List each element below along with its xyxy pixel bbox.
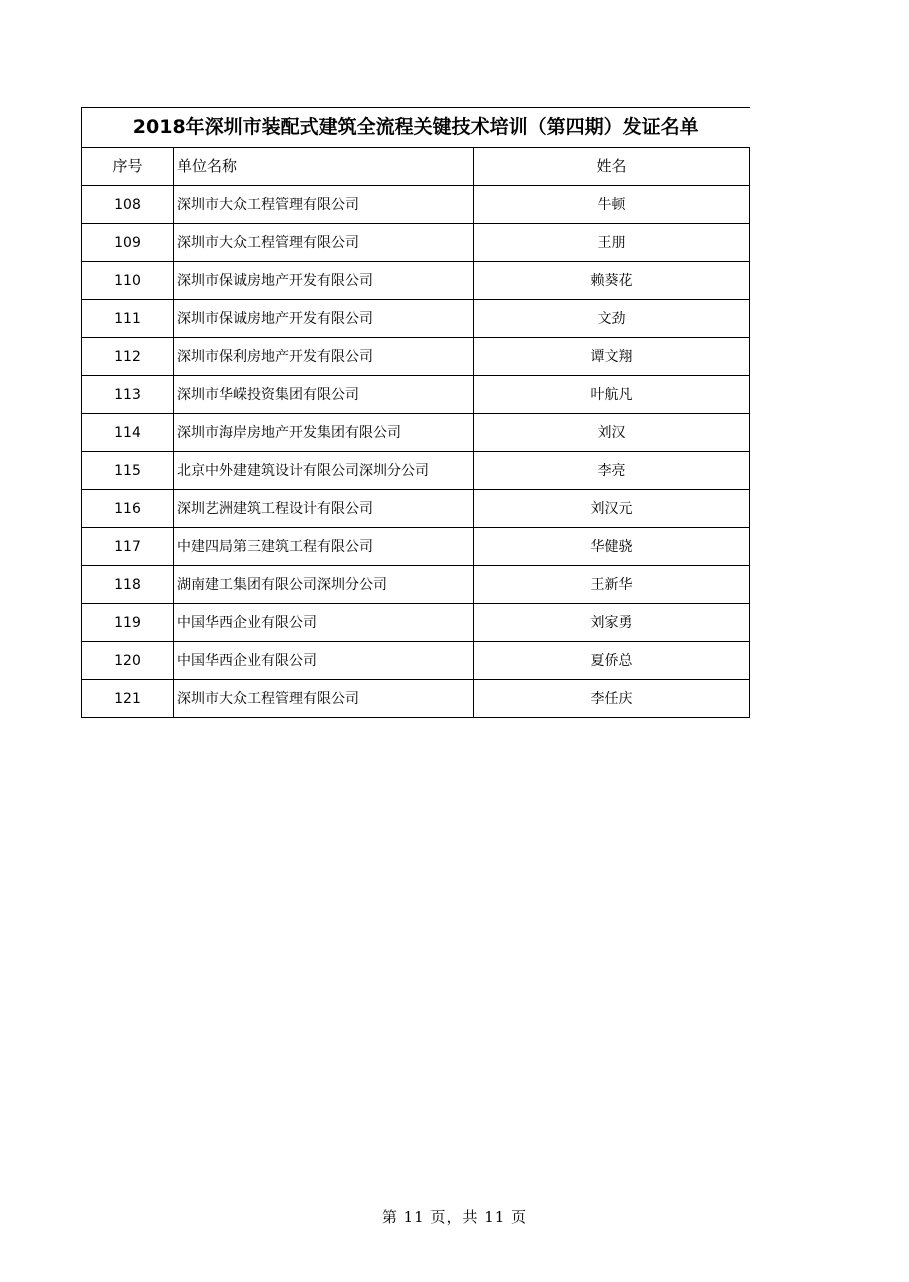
row-name: 刘汉 [474,414,750,452]
row-unit: 深圳市保利房地产开发有限公司 [174,338,474,376]
page-number-text: 第 11 页，共 11 页 [381,1208,528,1226]
row-num: 108 [82,186,174,224]
row-name: 刘家勇 [474,604,750,642]
header-unit: 单位名称 [174,148,474,186]
table-row [82,490,750,528]
row-num: 113 [82,376,174,414]
row-name: 叶航凡 [474,376,750,414]
row-name: 华健骁 [474,528,750,566]
row-name: 牛顿 [474,186,750,224]
table-row [82,452,750,490]
table-row [82,642,750,680]
table-row [82,262,750,300]
table-row [82,338,750,376]
row-num: 112 [82,338,174,376]
header-row [82,148,750,186]
table-row [82,224,750,262]
row-unit: 中建四局第三建筑工程有限公司 [174,528,474,566]
row-unit: 中国华西企业有限公司 [174,604,474,642]
document-title: 2018年深圳市装配式建筑全流程关键技术培训（第四期）发证名单 [82,108,750,148]
row-name: 谭文翔 [474,338,750,376]
row-unit: 深圳艺洲建筑工程设计有限公司 [174,490,474,528]
table-row [82,680,750,718]
table-row [82,566,750,604]
header-num: 序号 [82,148,174,186]
table-row [82,186,750,224]
row-unit: 深圳市保诚房地产开发有限公司 [174,262,474,300]
row-unit: 深圳市大众工程管理有限公司 [174,186,474,224]
certificate-roster-table [81,107,750,718]
row-name: 夏侨总 [474,642,750,680]
row-unit: 中国华西企业有限公司 [174,642,474,680]
row-unit: 湖南建工集团有限公司深圳分公司 [174,566,474,604]
table-row [82,300,750,338]
row-name: 赖葵花 [474,262,750,300]
row-name: 李亮 [474,452,750,490]
page-footer [0,1206,909,1227]
row-num: 121 [82,680,174,718]
row-name: 王朋 [474,224,750,262]
row-unit: 深圳市保诚房地产开发有限公司 [174,300,474,338]
row-name: 刘汉元 [474,490,750,528]
row-num: 114 [82,414,174,452]
table-row [82,528,750,566]
row-name: 文劲 [474,300,750,338]
table-row [82,604,750,642]
row-num: 116 [82,490,174,528]
row-num: 118 [82,566,174,604]
row-unit: 深圳市海岸房地产开发集团有限公司 [174,414,474,452]
header-name: 姓名 [474,148,750,186]
table-row [82,376,750,414]
row-name: 李任庆 [474,680,750,718]
row-name: 王新华 [474,566,750,604]
row-num: 109 [82,224,174,262]
table-row [82,414,750,452]
row-unit: 北京中外建建筑设计有限公司深圳分公司 [174,452,474,490]
row-unit: 深圳市大众工程管理有限公司 [174,224,474,262]
row-num: 111 [82,300,174,338]
row-num: 120 [82,642,174,680]
row-num: 119 [82,604,174,642]
row-num: 115 [82,452,174,490]
row-unit: 深圳市大众工程管理有限公司 [174,680,474,718]
row-num: 110 [82,262,174,300]
row-unit: 深圳市华嵘投资集团有限公司 [174,376,474,414]
row-num: 117 [82,528,174,566]
title-row [82,108,750,148]
